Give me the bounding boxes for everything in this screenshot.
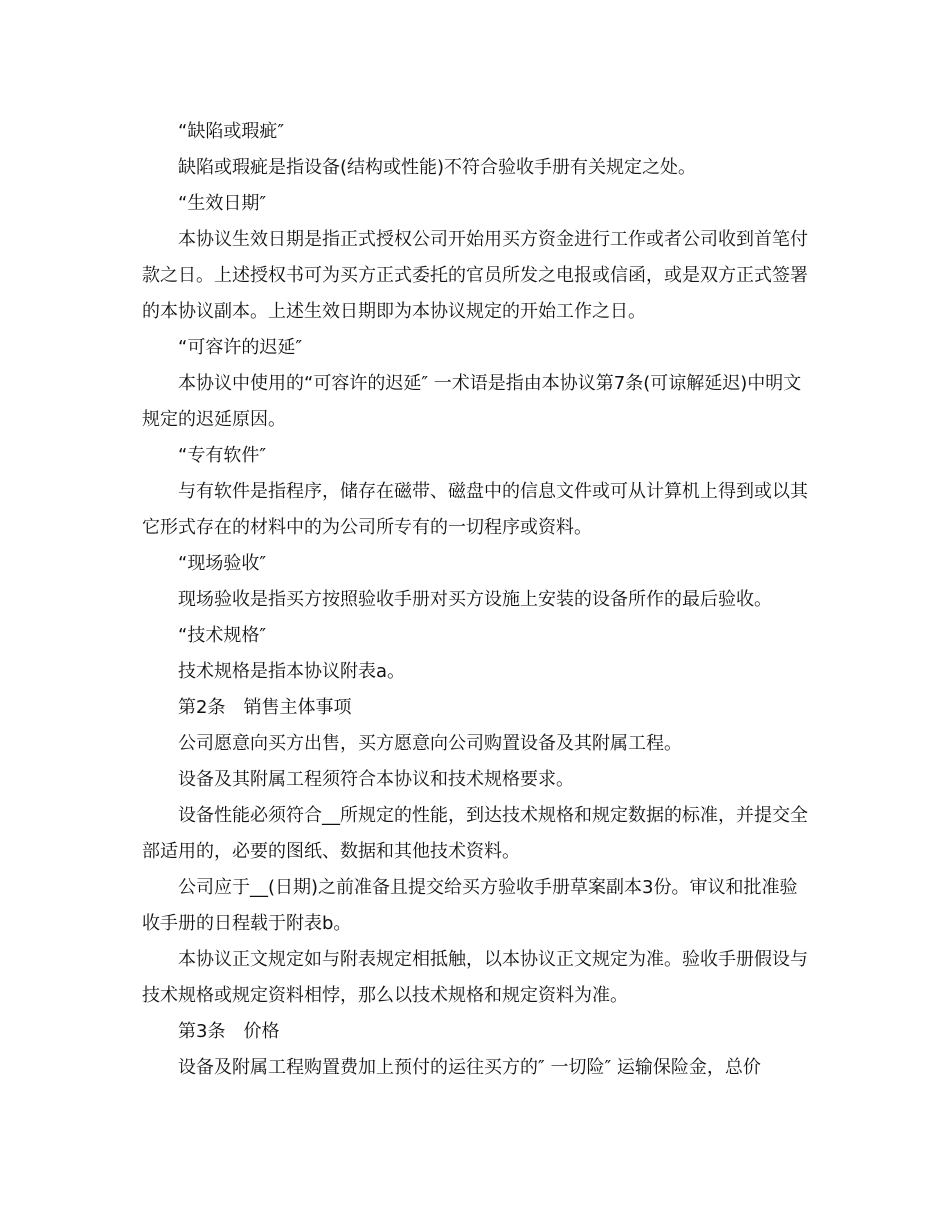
term-heading-effective-date: “生效日期″ [178, 193, 267, 214]
term-heading-proprietary-software: “专有软件″ [178, 445, 267, 466]
definition-technical-spec: 技术规格是指本协议附表a。 [178, 661, 406, 682]
article-heading-2: 第2条 销售主体事项 [178, 697, 352, 718]
definition-permissible-delay: 本协议中使用的“可容许的迟延″ 一术语是指由本协议第7条(可谅解延迟)中明文规定的迟延原因。 [142, 373, 802, 430]
article-2-paragraph-2: 设备及其附属工程须符合本协议和技术规格要求。 [178, 769, 574, 790]
article-3-paragraph-1: 设备及附属工程购置费加上预付的运往买方的″ 一切险″ 运输保险金，总价 [178, 1057, 761, 1078]
article-2-paragraph-1: 公司愿意向买方出售，买方愿意向公司购置设备及其附属工程。 [178, 733, 682, 754]
term-heading-defect: “缺陷或瑕疵″ [178, 121, 285, 142]
article-2-paragraph-5: 本协议正文规定如与附表规定相抵触，以本协议正文规定为准。验收手册假设与技术规格或规定资料相悖，那么以技术规格和规定资料为准。 [142, 949, 808, 1006]
definition-proprietary-software: 与有软件是指程序，储存在磁带、磁盘中的信息文件或可从计算机上得到或以其它形式存在的材料中的为公司所专有的一切程序或资料。 [142, 481, 808, 538]
article-2-paragraph-4: 公司应于__(日期)之前准备且提交给买方验收手册草案副本3份。审议和批准验收手册的日程载于附表b。 [142, 877, 798, 934]
article-2-paragraph-3: 设备性能必须符合__所规定的性能，到达技术规格和规定数据的标准，并提交全部适用的，必要的图纸、数据和其他技术资料。 [142, 805, 808, 862]
definition-site-acceptance: 现场验收是指买方按照验收手册对买方设施上安装的设备所作的最后验收。 [178, 589, 772, 610]
definition-effective-date: 本协议生效日期是指正式授权公司开始用买方资金进行工作或者公司收到首笔付款之日。上述授权书可为买方正式委托的官员所发之电报或信函，或是双方正式签署的本协议副本。上述生效日期即为本协议规定的开始工作之日。 [142, 229, 808, 322]
term-heading-technical-spec: “技术规格″ [178, 625, 267, 646]
definition-defect: 缺陷或瑕疵是指设备(结构或性能)不符合验收手册有关规定之处。 [178, 157, 697, 178]
article-heading-3: 第3条 价格 [178, 1021, 280, 1042]
term-heading-permissible-delay: “可容许的迟延″ [178, 337, 303, 358]
document-body [142, 114, 812, 1086]
term-heading-site-acceptance: “现场验收″ [178, 553, 267, 574]
